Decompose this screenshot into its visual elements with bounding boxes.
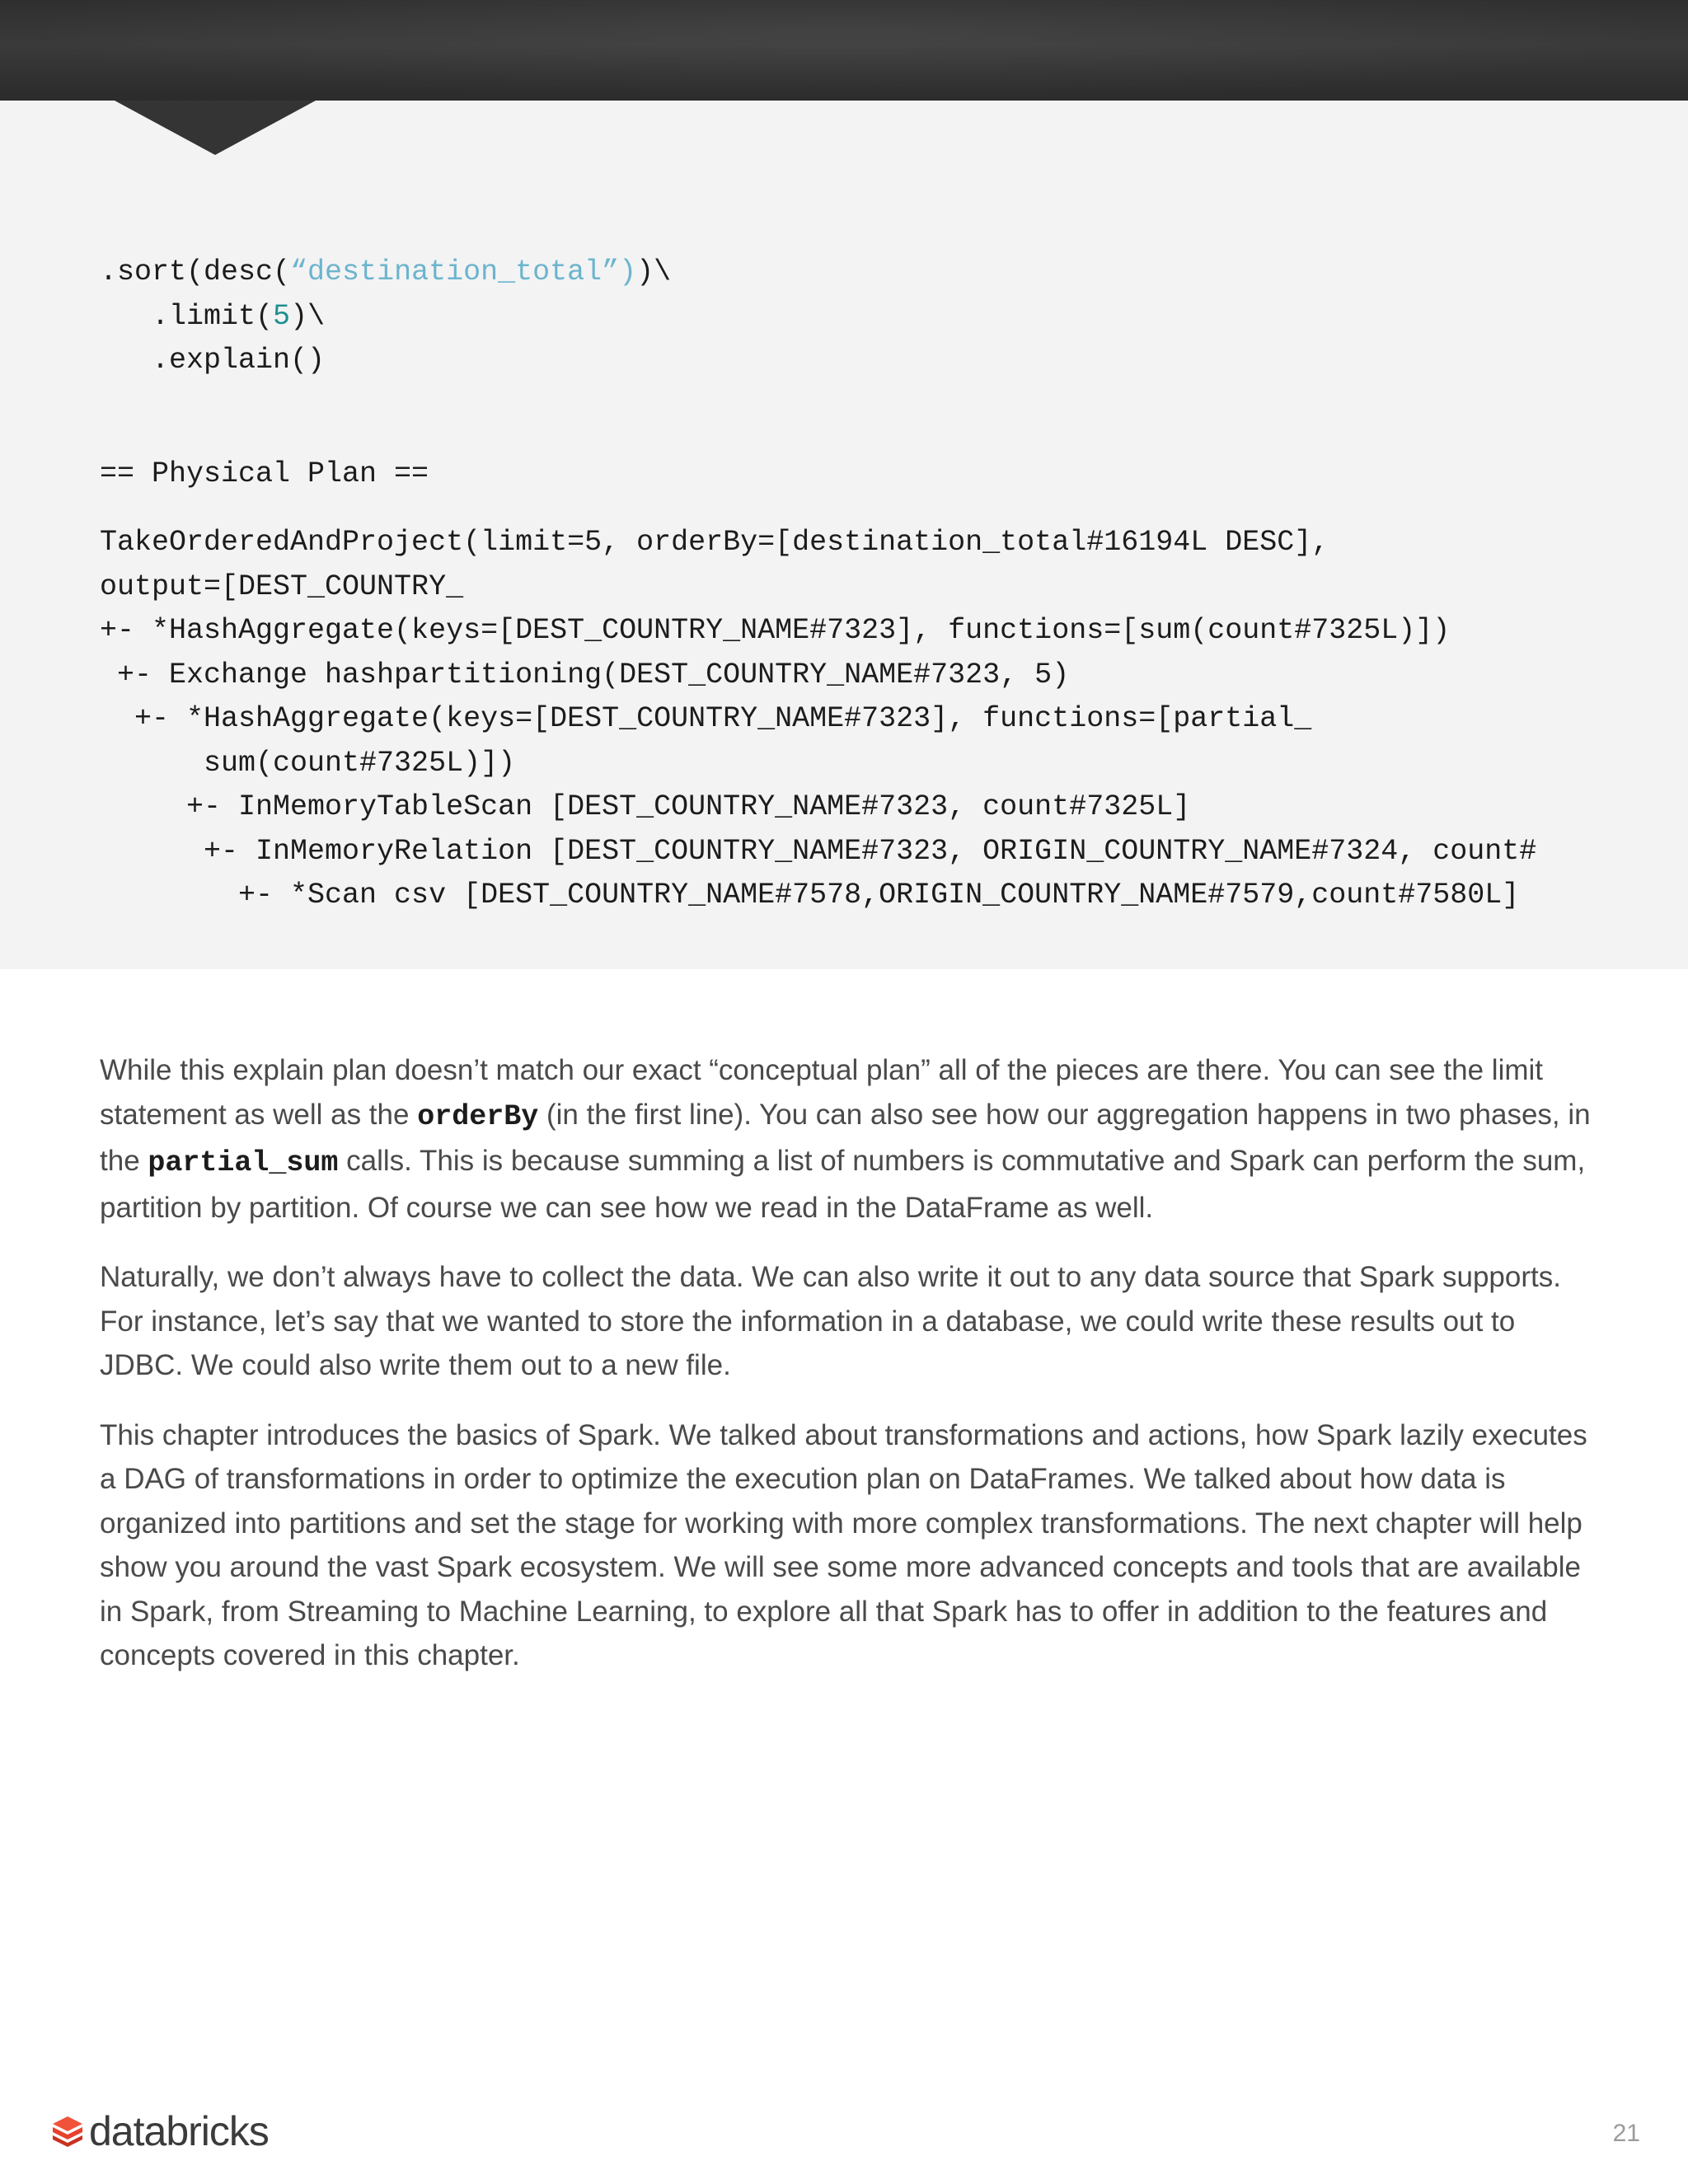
plan-line: +- Exchange hashpartitioning(DEST_COUNTRY_NAME#7323, 5)	[100, 658, 1070, 691]
databricks-logo-icon	[49, 2113, 86, 2149]
body-text	[100, 1048, 1592, 1704]
plan-line: +- *HashAggregate(keys=[DEST_COUNTRY_NAME#7323], functions=[partial_	[100, 702, 1312, 735]
code-string-literal: “destination_total”)	[290, 255, 637, 288]
code-query-line1-prefix: .sort(desc(	[100, 255, 291, 288]
plan-line: sum(count#7325L)])	[100, 746, 516, 780]
inline-code-partial-sum: partial_sum	[148, 1146, 339, 1179]
paragraph-text: calls. This is because summing a list of numbers is commutative and Spark can perform the sum, partition by partition. Of course we can see how we read in the DataFrame as well.	[100, 1145, 1586, 1224]
physical-plan-header: == Physical Plan ==	[100, 457, 429, 490]
paragraph-text: (in the first line). You can also see how our aggregation happens in two phases, in the	[100, 1098, 1591, 1177]
page-number: 21	[1612, 2120, 1640, 2147]
plan-line: output=[DEST_COUNTRY_	[100, 569, 464, 603]
code-query-line3: .explain()	[100, 344, 326, 377]
code-query	[100, 251, 671, 383]
paragraph-explain-plan	[100, 1048, 1592, 1230]
inline-code-orderby: orderBy	[417, 1099, 539, 1133]
databricks-logo	[49, 2107, 269, 2156]
code-query-line2-suffix: )\	[290, 299, 326, 333]
paragraph-chapter-summary: This chapter introduces the basics of Spark. We talked about transformations and actions, how Spark lazily executes a DAG of transformations in order to optimize the execution plan on DataFrames. We talked about how data is organized into partitions and set the stage for working with more complex transformations. The next chapter will help show you around the vast Spark ecosystem. We will see some more advanced concepts and tools that are available in Spark, from Streaming to Machine Learning, to explore all that Spark has to offer in addition to the features and concepts covered in this chapter.	[100, 1418, 1587, 1671]
code-query-line1-suffix: )\	[636, 255, 672, 288]
paragraph-text: While this explain plan doesn’t match our exact “conceptual plan” all of the pieces are there. You can see the limit statement as well as the	[100, 1054, 1544, 1131]
plan-line: +- InMemoryTableScan [DEST_COUNTRY_NAME#7323, count#7325L]	[100, 790, 1191, 823]
plan-line: TakeOrderedAndProject(limit=5, orderBy=[destination_total#16194L DESC],	[100, 526, 1329, 559]
paragraph-write-data: Naturally, we don’t always have to collect the data. We can also write it out to any data source that Spark supports. For instance, let’s say that we wanted to store the information in a database, we could write these results out to JDBC. We could also write them out to a new file.	[100, 1261, 1561, 1381]
logo-wordmark: databricks	[89, 2108, 269, 2154]
plan-line: +- InMemoryRelation [DEST_COUNTRY_NAME#7323, ORIGIN_COUNTRY_NAME#7324, count#	[100, 834, 1537, 868]
physical-plan	[100, 521, 1536, 918]
header-pointer-notch	[115, 101, 316, 155]
plan-line: +- *Scan csv [DEST_COUNTRY_NAME#7578,ORIGIN_COUNTRY_NAME#7579,count#7580L]	[100, 879, 1520, 912]
plan-line: +- *HashAggregate(keys=[DEST_COUNTRY_NAME#7323], functions=[sum(count#7325L)])	[100, 614, 1451, 647]
code-query-line2-prefix: .limit(	[100, 299, 274, 333]
header-bar	[0, 0, 1688, 101]
code-number-literal: 5	[273, 299, 291, 333]
